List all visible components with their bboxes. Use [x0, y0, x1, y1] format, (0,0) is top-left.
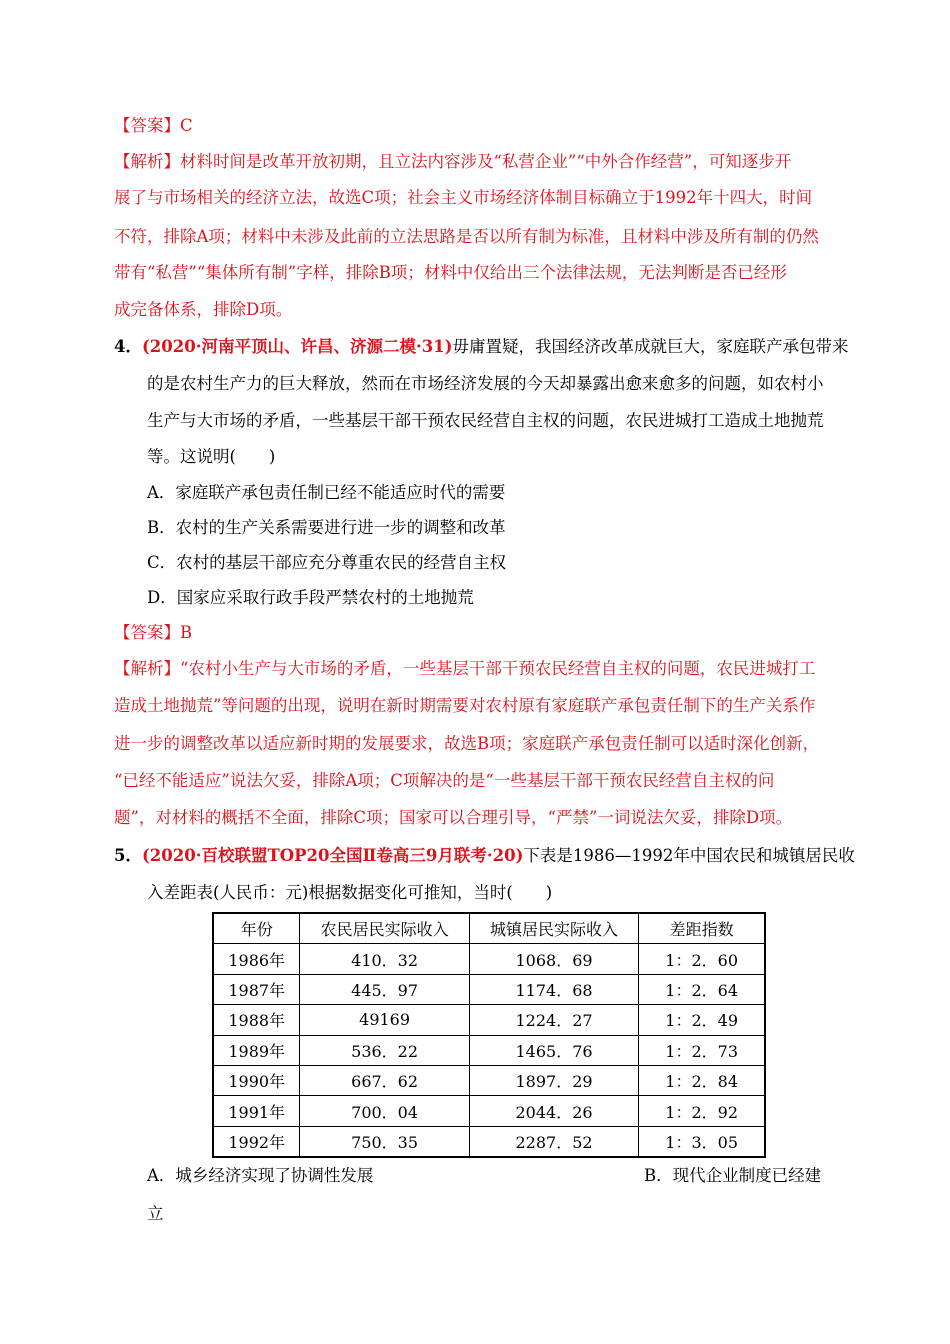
q5-option-b-continued: 立: [147, 1204, 164, 1223]
table-row: [213, 1126, 765, 1157]
income-gap-table: [212, 912, 766, 1158]
q3-analysis-line: 【解析】材料时间是改革开放初期，且立法内容涉及“私营企业”“中外合作经营”，可知逐步开: [114, 152, 792, 171]
q5-option-b: B．现代企业制度已经建: [644, 1166, 822, 1185]
table-cell: 1：2．64: [639, 974, 765, 1004]
table-cell: 49169: [300, 1005, 469, 1035]
q4-stem-line: 等。这说明( ): [147, 447, 276, 466]
q3-analysis-line: 带有“私营”“集体所有制”字样，排除B项；材料中仅给出三个法律法规，无法判断是否已经形: [114, 263, 787, 282]
table-cell: 1990年: [213, 1065, 300, 1095]
q5-number: 5．: [114, 846, 142, 865]
q4-option-d: D．国家应采取行政手段严禁农村的土地抛荒: [147, 588, 474, 607]
q3-analysis-line: 展了与市场相关的经济立法，故选C项；社会主义市场经济体制目标确立于1992年十四大，时间: [114, 188, 813, 207]
q4-stem-start: 毋庸置疑，我国经济改革成就巨大，家庭联产承包带来: [452, 337, 849, 356]
table-cell: 1224．27: [469, 1005, 638, 1035]
table-cell: 1174．68: [469, 974, 638, 1004]
table-cell: 1068．69: [469, 944, 638, 974]
q4-option-c: C．农村的基层干部应充分尊重农民的经营自主权: [147, 553, 507, 572]
table-header-cell: 城镇居民实际收入: [469, 913, 638, 944]
table-cell: 1：2．73: [639, 1035, 765, 1065]
table-cell: 1987年: [213, 974, 300, 1004]
q4-analysis-line: 造成土地抛荒”等问题的出现，说明在新时期需要对农村原有家庭联产承包责任制下的生产关系作: [114, 696, 816, 715]
q3-answer: 【答案】C: [114, 116, 193, 135]
q5-stem-line: 入差距表(人民币：元)根据数据变化可推知，当时( ): [147, 883, 553, 902]
table-cell: 1989年: [213, 1035, 300, 1065]
table-cell: 410．32: [300, 944, 469, 974]
q4-answer: 【答案】B: [114, 623, 193, 642]
q4-stem-line: 的是农村生产力的巨大释放，然而在市场经济发展的今天却暴露出愈来愈多的问题，如农村小: [147, 374, 824, 393]
table-cell: 1991年: [213, 1096, 300, 1126]
q5-stem-start: 下表是1986—1992年中国农民和城镇居民收: [523, 846, 855, 865]
q4-analysis-line: 题”，对材料的概括不全面，排除C项；国家可以合理引导，“严禁”一词说法欠妥，排除D项。: [114, 808, 793, 827]
q4-analysis-line: 【解析】“农村小生产与大市场的矛盾，一些基层干部干预农民经营自主权的问题，农民进城打工: [114, 659, 816, 678]
table-header-cell: 农民居民实际收入: [300, 913, 469, 944]
table-cell: 1986年: [213, 944, 300, 974]
q4-stem-first-line: [114, 336, 848, 358]
table-row: [213, 974, 765, 1004]
q5-source: (2020·百校联盟TOP20全国Ⅱ卷高三9月联考·20): [141, 846, 524, 865]
table-cell: 1988年: [213, 1005, 300, 1035]
table-header-row: [213, 913, 765, 944]
q4-source: (2020·河南平顶山、许昌、济源二模·31): [141, 337, 453, 356]
table-cell: 445．97: [300, 974, 469, 1004]
table-row: [213, 944, 765, 974]
table-row: [213, 1035, 765, 1065]
table-cell: 750．35: [300, 1126, 469, 1157]
q3-analysis-line: 成完备体系，排除D项。: [114, 300, 293, 319]
table-row: [213, 1096, 765, 1126]
table-cell: 1：2．92: [639, 1096, 765, 1126]
table-cell: 536．22: [300, 1035, 469, 1065]
q4-analysis-line: “已经不能适应”说法欠妥，排除A项；C项解决的是“一些基层干部干预农民经营自主权的问: [114, 771, 775, 790]
q5-stem-first-line: [114, 845, 855, 867]
q4-stem-line: 生产与大市场的矛盾，一些基层干部干预农民经营自主权的问题，农民进城打工造成土地抛荒: [147, 411, 824, 430]
table-cell: 1：3．05: [639, 1126, 765, 1157]
table-cell: 667．62: [300, 1065, 469, 1095]
table-header-cell: 年份: [213, 913, 300, 944]
table-row: [213, 1065, 765, 1095]
table-cell: 1：2．84: [639, 1065, 765, 1095]
table-cell: 1：2．49: [639, 1005, 765, 1035]
q3-analysis-line: 不符，排除A项；材料中未涉及此前的立法思路是否以所有制为标准，且材料中涉及所有制的仍然: [114, 227, 819, 246]
table-cell: 1992年: [213, 1126, 300, 1157]
q4-option-b: B．农村的生产关系需要进行进一步的调整和改革: [147, 518, 506, 537]
table-cell: 2044．26: [469, 1096, 638, 1126]
table-cell: 2287．52: [469, 1126, 638, 1157]
q4-number: 4．: [114, 337, 142, 356]
q5-option-a: A．城乡经济实现了协调性发展: [147, 1166, 374, 1185]
table-cell: 1897．29: [469, 1065, 638, 1095]
table-cell: 700．04: [300, 1096, 469, 1126]
table-row: [213, 1005, 765, 1035]
q4-analysis-line: 进一步的调整改革以适应新时期的发展要求，故选B项；家庭联产承包责任制可以适时深化创新，: [114, 734, 820, 753]
table-cell: 1：2．60: [639, 944, 765, 974]
table-header-cell: 差距指数: [639, 913, 765, 944]
q4-option-a: A．家庭联产承包责任制已经不能适应时代的需要: [147, 483, 506, 502]
table-cell: 1465．76: [469, 1035, 638, 1065]
